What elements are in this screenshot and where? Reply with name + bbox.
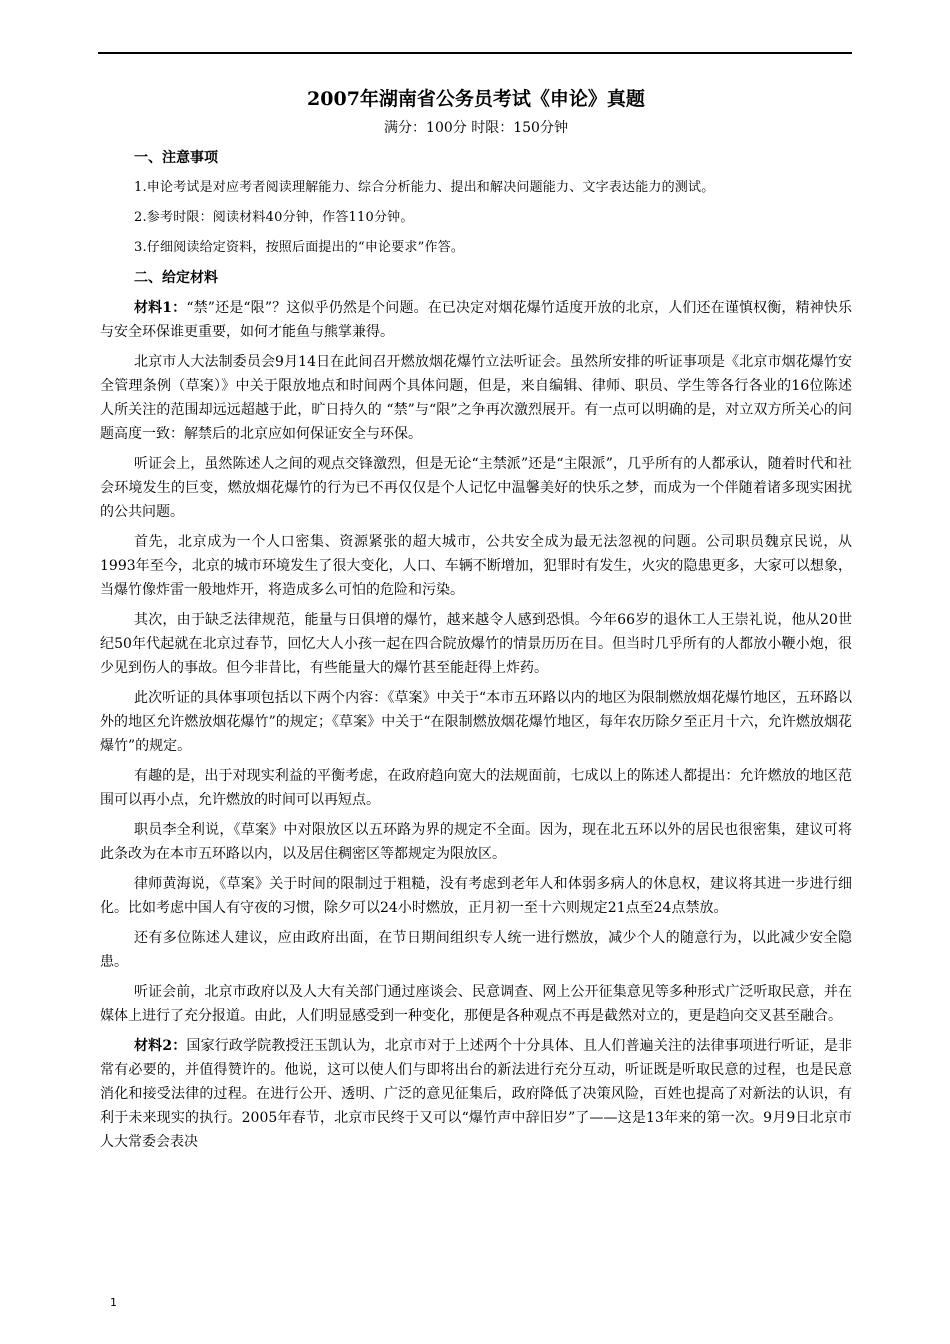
body-paragraph: 听证会上，虽然陈述人之间的观点交锋激烈，但是无论“主禁派”还是“主限派”，几乎所有的人都承认，随着时代和社会环境发生的巨变，燃放烟花爆竹的行为已不再仅仅是个人记忆中温馨美好的快乐之梦，而成为一个伴随着诸多现实困扰的公共问题。	[100, 456, 852, 520]
material-1-intro	[100, 296, 852, 344]
body-paragraph: 其次，由于缺乏法律规范，能量与日俱增的爆竹，越来越令人感到恐惧。今年66岁的退休工人王崇礼说，他从20世纪50年代起就在北京过春节，回忆大人小孩一起在四合院放爆竹的情景历历在目。但当时几乎所有的人都放小鞭小炮，很少见到伤人的事故。但今非昔比，有些能量大的爆竹甚至能赶得上炸药。	[100, 612, 852, 676]
material-1-intro-text: “禁”还是“限”？这似乎仍然是个问题。在已决定对烟花爆竹适度开放的北京，人们还在谨慎权衡，精神快乐与安全环保谁更重要，如何才能鱼与熊掌兼得。	[100, 300, 852, 340]
body-paragraph: 还有多位陈述人建议，应由政府出面，在节日期间组织专人统一进行燃放，减少个人的随意行为，以此减少安全隐患。	[100, 930, 852, 970]
document-title: 2007年湖南省公务员考试《申论》真题	[307, 88, 645, 110]
body-paragraph: 听证会前，北京市政府以及人大有关部门通过座谈会、民意调查、网上公开征集意见等多种形式广泛听取民意，并在媒体上进行了充分报道。由此，人们明显感受到一种变化，那便是各种观点不再是截然对立的，更是趋向交叉甚至融合。	[100, 984, 852, 1024]
material-2-label: 材料2：	[134, 1038, 187, 1054]
material-2	[100, 1034, 852, 1154]
note-item: 1.申论考试是对应考者阅读理解能力、综合分析能力、提出和解决问题能力、文字表达能力的测试。	[134, 180, 715, 195]
section-heading-notes: 一、注意事项	[134, 150, 218, 166]
body-paragraph: 此次听证的具体事项包括以下两个内容：《草案》中关于“本市五环路以内的地区为限制燃放烟花爆竹地区，五环路以外的地区允许燃放烟花爆竹”的规定；《草案》中关于“在限制燃放烟花爆竹地区，每年农历除夕至正月十六，允许燃放烟花爆竹”的规定。	[100, 690, 852, 754]
note-item: 2.参考时限：阅读材料40分钟，作答110分钟。	[134, 210, 414, 225]
body-paragraph: 有趣的是，出于对现实利益的平衡考虑，在政府趋向宽大的法规面前，七成以上的陈述人都提出：允许燃放的地区范围可以再小点，允许燃放的时间可以再短点。	[100, 768, 852, 808]
body-paragraph: 首先，北京成为一个人口密集、资源紧张的超大城市，公共安全成为最无法忽视的问题。公司职员魏京民说，从1993年至今，北京的城市环境发生了很大变化，人口、车辆不断增加，犯罪时有发生，火灾的隐患更多，大家可以想象，当爆竹像炸雷一般地炸开，将造成多么可怕的危险和污染。	[100, 534, 852, 598]
note-item: 3.仔细阅读给定资料，按照后面提出的“申论要求”作答。	[134, 240, 465, 255]
document-body	[100, 86, 852, 1160]
material-1-label: 材料1：	[134, 300, 187, 316]
body-paragraph: 律师黄海说，《草案》关于时间的限制过于粗糙，没有考虑到老年人和体弱多病人的休息权，建议将其进一步进行细化。比如考虑中国人有守夜的习惯，除夕可以24小时燃放，正月初一至十六则规定21点至24点禁放。	[100, 876, 852, 916]
body-paragraph: 职员李全利说，《草案》中对限放区以五环路为界的规定不全面。因为，现在北五环以外的居民也很密集，建议可将此条改为在本市五环路以内，以及居住稠密区等都规定为限放区。	[100, 822, 852, 862]
header-rule	[98, 52, 852, 54]
material-2-text: 国家行政学院教授汪玉凯认为，北京市对于上述两个十分具体、且人们普遍关注的法律事项进行听证，是非常有必要的，并值得赞许的。他说，这可以使人们与即将出台的新法进行充分互动，听证既是听取民意的过程，也是民意消化和接受法律的过程。在进行公开、透明、广泛的意见征集后，政府降低了决策风险，百姓也提高了对新法的认识，有利于未来现实的执行。2005年春节，北京市民终于又可以“爆竹声中辞旧岁”了——这是13年来的第一次。9月9日北京市人大常委会表决	[100, 1038, 852, 1150]
section-heading-materials: 二、给定材料	[134, 270, 218, 286]
document-subtitle: 满分：100分 时限：150分钟	[384, 120, 568, 136]
body-paragraph: 北京市人大法制委员会9月14日在此间召开燃放烟花爆竹立法听证会。虽然所安排的听证事项是《北京市烟花爆竹安全管理条例（草案）》中关于限放地点和时间两个具体问题，但是，来自编辑、律师、职员、学生等各行各业的16位陈述人所关注的范围却远远超越于此，旷日持久的 “禁”与“限”之争再次激烈展开。有一点可以明确的是，对立双方所关心的问题高度一致：解禁后的北京应如何保证安全与环保。	[100, 354, 852, 442]
page-number: 1	[110, 1296, 117, 1309]
